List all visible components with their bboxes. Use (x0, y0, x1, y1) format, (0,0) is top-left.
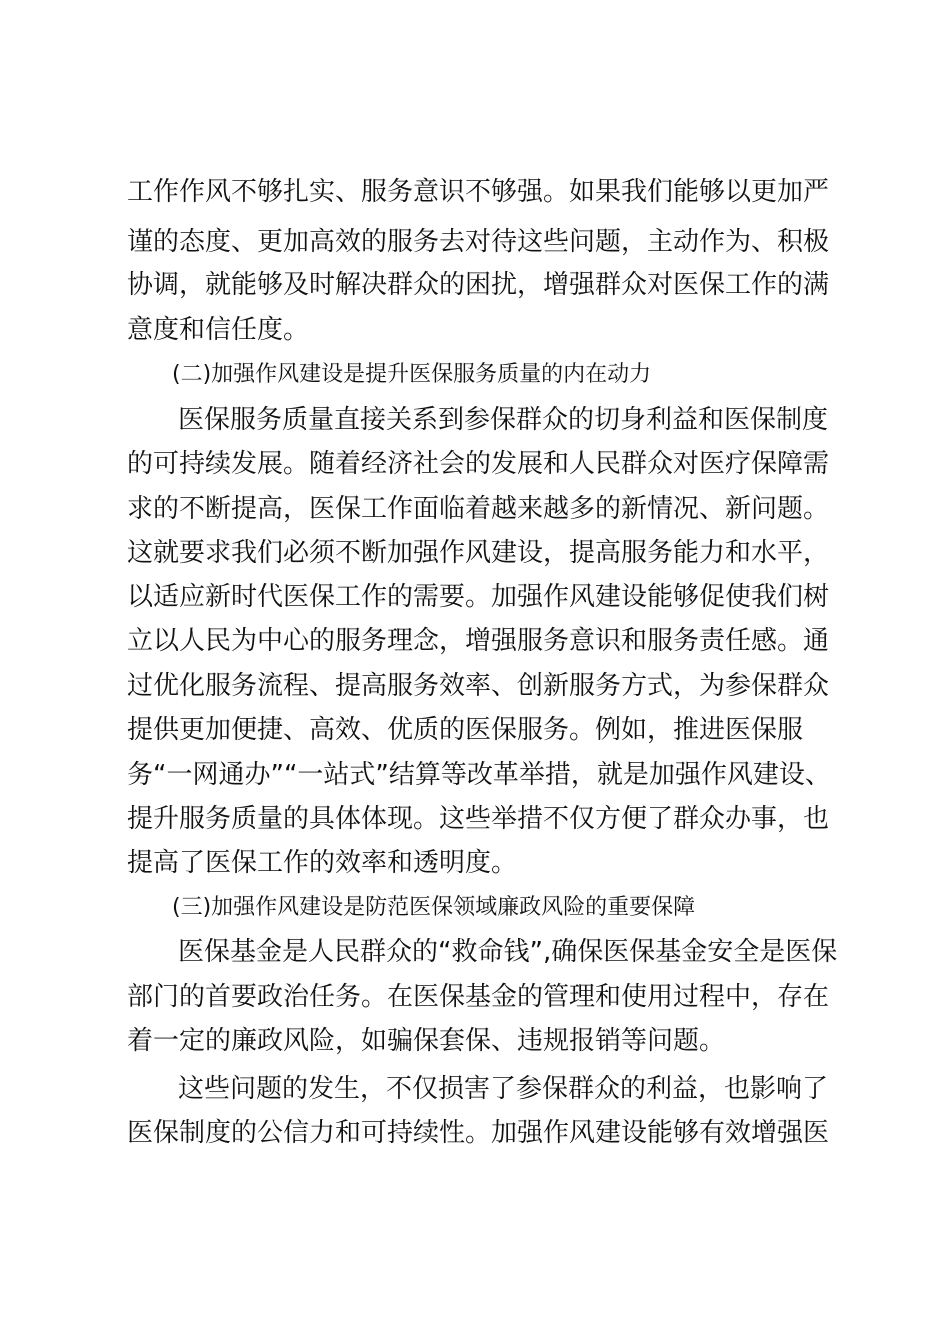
text-line: 医保基金是人民群众的“救命钱”,确保医保基金安全是医保 (178, 937, 838, 967)
text-line: 意度和信任度。 (127, 315, 310, 345)
text-line: 以适应新时代医保工作的需要。加强作风建设能够促使我们树 (127, 582, 830, 612)
text-line: 过优化服务流程、提高服务效率、创新服务方式，为参保群众 (127, 671, 830, 701)
text-line: 提供更加便捷、高效、优质的医保服务。例如，推进医保服 (127, 715, 804, 745)
text-line: 这些问题的发生，不仅损害了参保群众的利益，也影响了 (178, 1074, 829, 1104)
section-heading-2: (二)加强作风建设是提升医保服务质量的内在动力 (172, 362, 652, 387)
text-line: 提升服务质量的具体体现。这些举措不仅方便了群众办事，也 (127, 804, 830, 834)
text-line: 工作作风不够扎实、服务意识不够强。如果我们能够以更加严 (127, 177, 830, 207)
text-line: 谨的态度、更加高效的服务去对待这些问题，主动作为、积极 (127, 227, 830, 257)
text-line: 立以人民为中心的服务理念，增强服务意识和服务责任感。通 (127, 626, 830, 656)
text-line: 务“一网通办”“一站式”结算等改革举措，就是加强作风建设、 (127, 760, 831, 790)
text-line: 医保制度的公信力和可持续性。加强作风建设能够有效增强医 (127, 1118, 830, 1148)
text-line: 的可持续发展。随着经济社会的发展和人民群众对医疗保障需 (127, 449, 830, 479)
text-line: 医保服务质量直接关系到参保群众的切身利益和医保制度 (178, 405, 829, 435)
text-line: 这就要求我们必须不断加强作风建设，提高服务能力和水平， (127, 538, 830, 568)
text-line: 提高了医保工作的效率和透明度。 (127, 848, 518, 878)
text-line: 部门的首要政治任务。在医保基金的管理和使用过程中，存在 (127, 982, 830, 1012)
section-heading-3: (三)加强作风建设是防范医保领域廉政风险的重要保障 (172, 895, 696, 920)
text-line: 着一定的廉政风险，如骗保套保、违规报销等问题。 (127, 1026, 726, 1056)
text-line: 协调，就能够及时解决群众的困扰，增强群众对医保工作的满 (127, 270, 830, 300)
text-line: 求的不断提高，医保工作面临着越来越多的新情况、新问题。 (127, 494, 830, 524)
